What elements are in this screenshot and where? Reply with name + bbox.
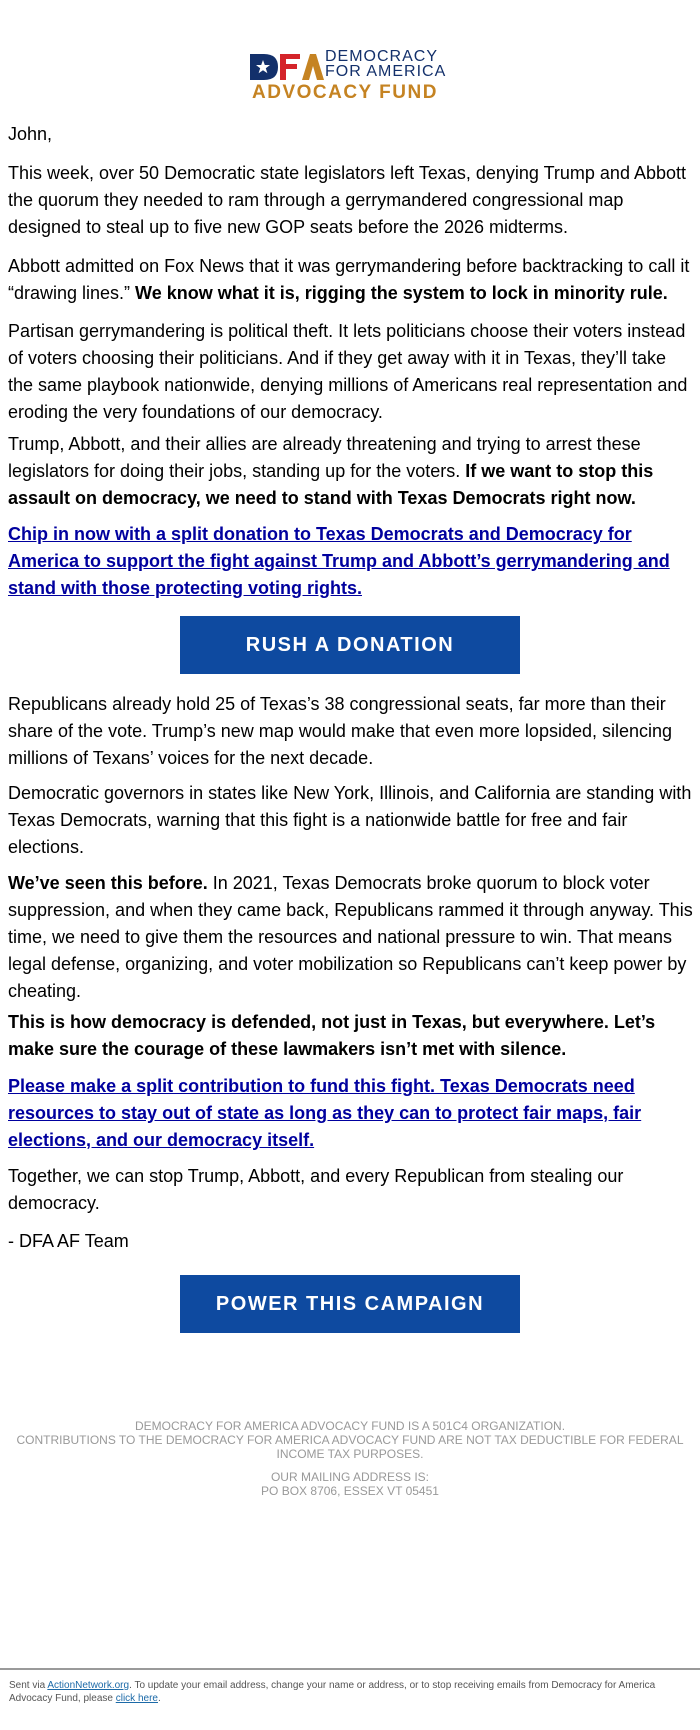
paragraph-courage-bold: This is how democracy is defended, not just in Texas, but everywhere. Let’s make sure the courage of these lawmakers isn’t met with silence.	[8, 1012, 656, 1059]
paragraph-courage	[8, 1009, 693, 1063]
donate-link-paragraph	[8, 521, 693, 602]
sent-via-notice	[9, 1679, 689, 1705]
paragraph-arrest-threat-text: Trump, Abbott, and their allies are already threatening and trying to arrest these legislators for doing their jobs, standing up for the voters.	[8, 434, 641, 481]
paragraph-arrest-threat-bold: If we want to stop this assault on democracy, we need to stand with Texas Democrats right now.	[8, 461, 654, 508]
logo-text-advocacy-fund: ADVOCACY FUND	[252, 82, 438, 103]
sent-via-prefix: Sent via	[9, 1680, 48, 1691]
paragraph-seen-before-text: In 2021, Texas Democrats broke quorum to block voter suppression, and when they came back, Republicans rammed it through anyway. This time, we need to give them the resources and national pressure to win. That means legal defense, organizing, and voter mobilization so Republicans can’t keep power by cheating.	[8, 873, 693, 1001]
dfa-logo	[0, 40, 700, 110]
signoff: - DFA AF Team	[8, 1231, 129, 1251]
paragraph-seen-before-bold: We’ve seen this before.	[8, 873, 208, 893]
footer-tax-line: CONTRIBUTIONS TO THE DEMOCRACY FOR AMERICA ADVOCACY FUND ARE NOT TAX DEDUCTIBLE FOR FEDERAL INCOME TAX PURPOSES.	[16, 1433, 684, 1461]
footer-501c4-line: DEMOCRACY FOR AMERICA ADVOCACY FUND IS A 501C4 ORGANIZATION.	[134, 1419, 566, 1433]
footer-disclaimer	[0, 1419, 700, 1461]
footer-mailing	[0, 1470, 700, 1498]
contribution-link-paragraph	[8, 1073, 693, 1154]
footer-divider	[0, 1668, 700, 1670]
greeting: John,	[8, 124, 53, 144]
logo-lockup	[250, 48, 450, 103]
split-contribution-link[interactable]: Please make a split contribution to fund this fight. Texas Democrats need resources to stay out of state as long as they can to protect fair maps, fair elections, and our democracy itself.	[8, 1076, 642, 1150]
paragraph-seen-before	[8, 870, 693, 1005]
unsubscribe-link[interactable]: click here	[115, 1693, 158, 1704]
paragraph-fox-news-text: Abbott admitted on Fox News that it was gerrymandering before backtracking to call it “drawing lines.”	[8, 256, 690, 303]
split-donation-link[interactable]: Chip in now with a split donation to Texas Democrats and Democracy for America to support the fight against Trump and Abbott’s gerrymandering and stand with those protecting voting rights.	[8, 524, 670, 598]
paragraph-political-theft: Partisan gerrymandering is political theft. It lets politicians choose their voters instead of voters choosing their politicians. And if they get away with it in Texas, they’ll take the same playbook nationwide, denying millions of Americans real representation and eroding the very foundations of our democracy.	[8, 321, 688, 422]
power-campaign-button[interactable]: POWER THIS CAMPAIGN	[180, 1275, 520, 1333]
footer-mailing-address: PO BOX 8706, ESSEX VT 05451	[261, 1484, 439, 1498]
logo-text-democracy: DEMOCRACY	[325, 48, 439, 65]
paragraph-seats: Republicans already hold 25 of Texas’s 38 congressional seats, far more than their share of the vote. Trump’s new map would make that even more lopsided, silencing millions of Texans’ voices for the next decade.	[8, 694, 673, 768]
sent-via-suffix: .	[157, 1693, 161, 1704]
rush-donation-button[interactable]: RUSH A DONATION	[180, 616, 520, 674]
sent-via-middle: . To update your email address, change your name or address, or to stop receiving emails from Democracy for America Advocacy Fund, please	[9, 1680, 656, 1704]
actionnetwork-link[interactable]: ActionNetwork.org	[47, 1680, 130, 1691]
footer-mailing-label: OUR MAILING ADDRESS IS:	[270, 1470, 430, 1484]
logo-text-for-america: FOR AMERICA	[325, 63, 447, 80]
paragraph-arrest-threat	[8, 431, 693, 512]
paragraph-fox-news-bold: We know what it is, rigging the system to lock in minority rule.	[135, 283, 668, 303]
dfa-mark-icon	[250, 52, 324, 82]
paragraph-together: Together, we can stop Trump, Abbott, and every Republican from stealing our democracy.	[8, 1166, 624, 1213]
paragraph-governors: Democratic governors in states like New York, Illinois, and California are standing with Texas Democrats, warning that this fight is a nationwide battle for free and fair elections.	[8, 783, 692, 857]
paragraph-fox-news	[8, 253, 693, 307]
paragraph-quorum: This week, over 50 Democratic state legislators left Texas, denying Trump and Abbott the quorum they needed to ram through a gerrymandered congressional map designed to steal up to five new GOP seats before the 2026 midterms.	[8, 163, 687, 237]
